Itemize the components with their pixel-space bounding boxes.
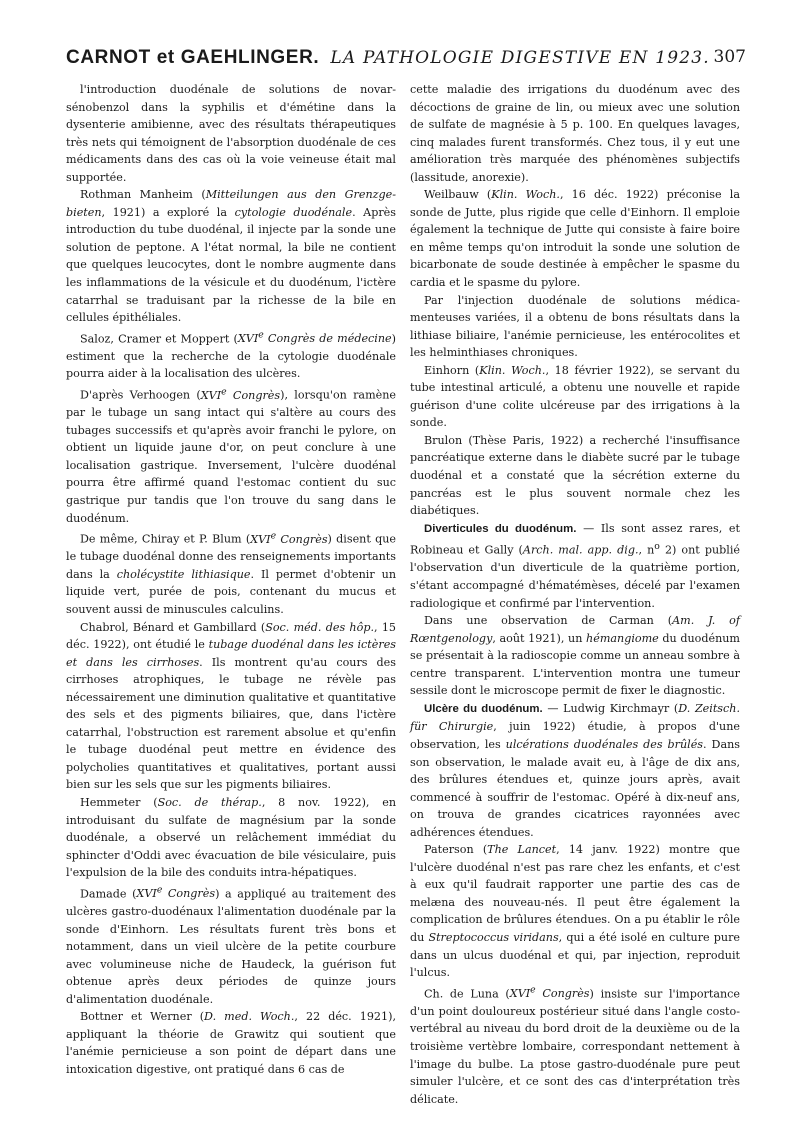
paragraph: Bottner et Werner (D. med. Woch., 22 déc. 1921), appliquant la théorie de Grawitz qui soutient que l'anémie pernicieuse a son point de départ dans une intoxication digestive, ont pratiqué dans 6 cas de	[66, 1010, 396, 1076]
paragraph: Rothman Manheim (Mitteilungen aus den Grenzgebieten, 1921) a exploré la cytologie duodénale. Après introduction du tube duodénal, il injecte par la sonde une solution de peptone. A l'état normal, la bile ne contient que quelques leucocytes, dont le nombre augmente dans les inflammations de la vésicule et du duodénum, l'ictère catarrhal se traduisant par la richesse de la bile en cellules épithéliales.	[66, 188, 396, 325]
page-number: 307	[713, 47, 746, 67]
right-column	[410, 81, 740, 1108]
running-header	[66, 47, 746, 77]
paragraph: Einhorn (Klin. Woch., 18 février 1922), se servant du tube intestinal articulé, a obtenu une nouvelle et rapide guérison d'une colite ulcéreuse par des irrigations à la sonde.	[410, 363, 740, 430]
left-column	[66, 81, 396, 1079]
paragraph: Paterson (The Lancet, 14 janv. 1922) montre que l'ulcère duodénal n'est pas rare chez les enfants, et c'est à eux qu'il faudrait rapporter une partie des cas de melæna des nouveau-nés. Il peut être également la complication de brûlures étendues. On a pu établir le rôle du Streptococcus viridans, qui a été isolé en culture pure dans un ulcus duodénal et qui, par injection, reproduit l'ulcus.	[410, 843, 740, 980]
paragraph: Ulcère du duodénum. — Ludwig Kirchmayr (D. Zeitsch. für Chirurgie, juin 1922) étudie, à propos d'une observation, les ulcérations duodénales des brûlés. Dans son observation, le malade avait eu, à l'âge de dix ans, des brûlures étendues et, quinze jours après, avait commencé à souffrir de l'estomac. Opéré à dix-neuf ans, on trouva de grandes cicatrices rayonnées avec adhérences étendues.	[410, 701, 740, 839]
header-authors: CARNOT et GAEHLINGER.	[66, 47, 320, 68]
paragraph: l'introduction duodénale de solutions de novarsénobenzol dans la syphilis et d'émétine dans la dysenterie amibienne, avec des résultats thérapeutiques très nets qui témoignent de l'absorption duodénale de ces médicaments dans des cas où la voie veineuse était mal supportée.	[66, 83, 396, 184]
paragraph: De même, Chiray et P. Blum (XVIe Congrès) disent que le tubage duodénal donne des renseignements importants dans la cholécystite lithiasique. Il permet d'obtenir un liquide vert, purée de pois, contenant du mucus et souvent aussi de minuscules calculins.	[66, 530, 396, 617]
paragraph: Hemmeter (Soc. de thérap., 8 nov. 1922), en introduisant du sulfate de magnésium par la sonde duodénale, a observé un relâchement immédiat du sphincter d'Oddi avec évacuation de bile vésiculaire, puis l'expulsion de la bile des conduits intra-hépatiques.	[66, 796, 397, 880]
paragraph: Ch. de Luna (XVIe Congrès) insiste sur l'importance d'un point douloureux postérieur situé dans l'angle costo-vertébral au niveau du bord droit de la deuxième ou de la troisième vertèbre lombaire, correspondant nettement à l'image du bulbe. La ptose gastro-duodénale pure peut simuler l'ulcère, et ce sont des cas d'interprétation très délicate.	[410, 984, 741, 1106]
paragraph: Saloz, Cramer et Moppert (XVIe Congrès de médecine) estiment que la recherche de la cytologie duodénale pourra aider à la localisation des ulcères.	[66, 329, 396, 381]
paragraph: D'après Verhoogen (XVIe Congrès), lorsqu'on ramène par le tubage un sang intact qui s'altère au cours des tubages successifs et qu'après avoir franchi le pylore, on obtient un liquide jaune d'or, on peut conclure à une localisation gastrique. Inversement, l'ulcère duodénal pourra être affirmé quand l'estomac contient du suc gastrique pur tandis que l'on trouve du sang dans le duodénum.	[66, 386, 396, 525]
paragraph: Brulon (Thèse Paris, 1922) a recherché l'insuffisance pancréatique externe dans le diabète sucré par le tubage duodénal et a constaté que la sécrétion externe du pancréas est le plus souvent normale chez les diabétiques.	[410, 433, 740, 518]
paragraph: Damade (XVIe Congrès) a appliqué au traitement des ulcères gastro-duodénaux l'alimentation duodénale par la sonde d'Einhorn. Les résultats furent très bons et notamment, dans un vieil ulcère de la petite courbure avec volumineuse niche de Haudeck, la guérison fut obtenue après deux périodes de quinze jours d'alimentation duodénale.	[66, 884, 396, 1006]
paragraph: Chabrol, Bénard et Gambillard (Soc. méd. des hôp., 15 déc. 1922), ont étudié le tubage duodénal dans les ictères et dans les cirrhoses. Ils montrent qu'au cours des cirrhoses atrophiques, le tubage ne révèle pas nécessairement une diminution qualitative et quantitative des sels et des pigments biliaires, que, dans l'ictère catarrhal, l'obstruction est rarement absolue et qu'enfin le tubage duodénal peut mettre en évidence des polycholies quantitatives et qualitatives, portant aussi bien sur les sels que sur les pigments biliaires.	[66, 620, 397, 792]
paragraph: Dans une observation de Carman (Am. J. of Rœntgenology, août 1921), un hémangiome du duodénum se présentait à la radioscopie comme un anneau sombre à centre transparent. L'intervention montra une tumeur sessile dont le microscope permit de fixer le diagnostic.	[410, 614, 740, 698]
paragraph: Weilbauw (Klin. Woch., 16 déc. 1922) préconise la sonde de Jutte, plus rigide que celle d'Einhorn. Il emploie également la technique de Jutte qui consiste à faire boire en même temps qu'on introduit la sonde une solution de bicarbonate de soude destinée à empêcher le spasme du cardia et le spasme du pylore.	[410, 188, 740, 290]
paragraph: Diverticules du duodénum. — Ils sont assez rares, et Robineau et Gally (Arch. mal. app. dig., $n^o$ 2) ont publié l'observation d'un diverticule de la quatrième portion, s'étant accompagné d'hématémèses, décelé par l'examen radiologique et confirmé par l'intervention.	[410, 521, 740, 610]
paragraph: Par l'injection duodénale de solutions médicamenteuses variées, il a obtenu de bons résultats dans la lithiase biliaire, l'anémie pernicieuse, les entérocolites et les helminthiases chroniques.	[410, 293, 740, 360]
paragraph: cette maladie des irrigations du duodénum avec des décoctions de graine de lin, ou mieux avec une solution de sulfate de magnésie à 5 p. 100. En quelques lavages, cinq malades furent transformés. Chez tous, il y eut une amélioration très marquée des phénomènes subjectifs (lassitude, anorexie).	[410, 83, 740, 184]
header-title: LA PATHOLOGIE DIGESTIVE EN 1923.	[330, 48, 710, 68]
